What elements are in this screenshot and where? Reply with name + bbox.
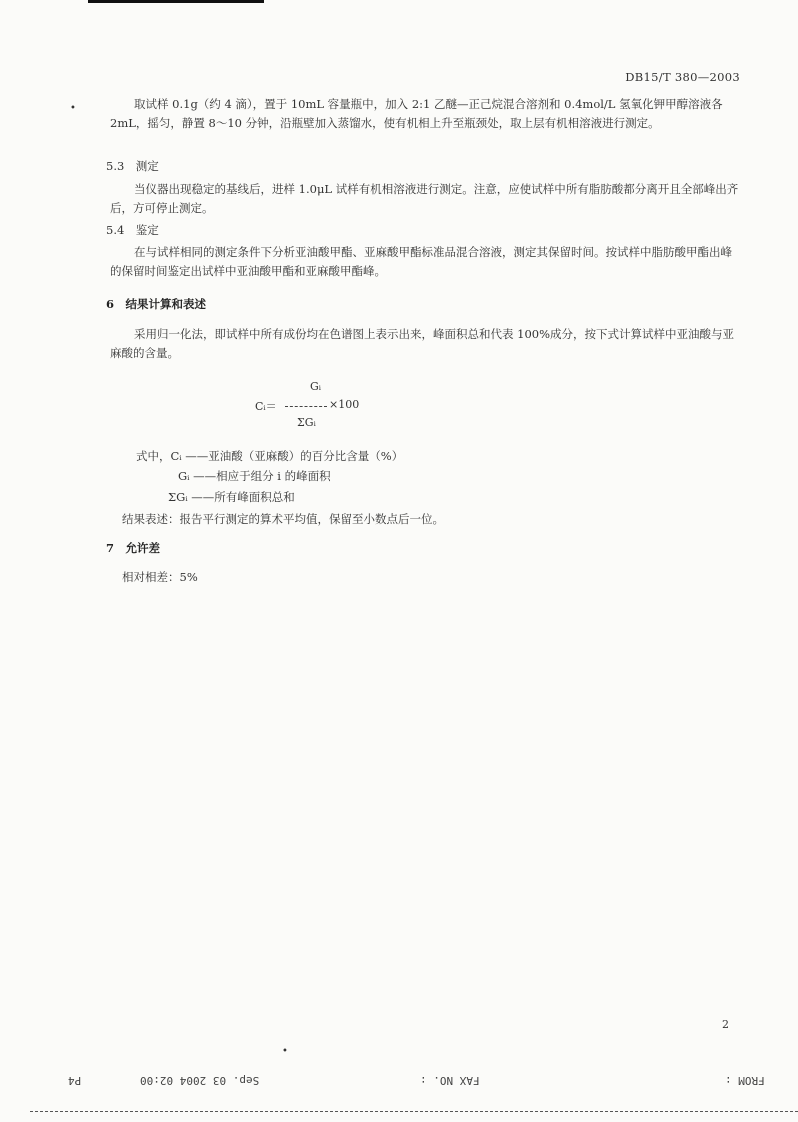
formula bbox=[255, 380, 375, 430]
section-5-4-paragraph: 在与试样相同的测定条件下分析亚油酸甲酯、亚麻酸甲酯标准品混合溶液，测定其保留时间。按试样中脂肪酸甲酯出峰的保留时间鉴定出试样中亚油酸甲酯和亚麻酸甲酯峰。 bbox=[110, 245, 732, 278]
fax-date: Sep. 03 2004 02:00 bbox=[140, 1074, 260, 1087]
result-statement: 结果表述：报告平行测定的算术平均值，保留至小数点后一位。 bbox=[122, 512, 444, 526]
fax-number: FAX NO. : bbox=[420, 1074, 480, 1087]
definition-ci: 式中，Cᵢ ——亚油酸（亚麻酸）的百分比含量（%） bbox=[136, 449, 404, 463]
fax-page: P4 bbox=[68, 1074, 82, 1087]
section-5-3-heading: 5.3 测定 bbox=[106, 159, 159, 173]
page-number: 2 bbox=[722, 1018, 729, 1031]
formula-lhs: Cᵢ＝ bbox=[255, 400, 277, 413]
section-7-paragraph: 相对相差：5% bbox=[122, 570, 198, 584]
fraction-bar bbox=[285, 406, 327, 407]
section-5-3-paragraph: 当仪器出现稳定的基线后，进样 1.0μL 试样有机相溶液进行测定。注意，应使试样中所有脂肪酸都分离开且全部峰出齐后，方可停止测定。 bbox=[110, 182, 739, 215]
section-5-2-paragraph: 取试样 0.1g（约 4 滴），置于 10mL 容量瓶中，加入 2:1 乙醚—正己烷混合溶剂和 0.4mol/L 氢氧化钾甲醇溶液各 2mL，摇匀，静置 8～10 分钟，沿瓶壁加入蒸馏水，使有机相上升至瓶颈处，取上层有机相溶液进行测定。 bbox=[110, 97, 723, 130]
definition-sum-gi: ΣGᵢ ——所有峰面积总和 bbox=[168, 490, 295, 504]
fax-from: FROM : bbox=[725, 1074, 765, 1087]
scan-dot: • bbox=[282, 1046, 288, 1057]
standard-number: DB15/T 380—2003 bbox=[625, 70, 740, 84]
section-7-heading: 7 允许差 bbox=[106, 541, 161, 555]
section-6-heading: 6 结果计算和表述 bbox=[106, 297, 207, 311]
section-6-paragraph: 采用归一化法，即试样中所有成份均在色谱图上表示出来，峰面积总和代表 100%成分，按下式计算试样中亚油酸与亚麻酸的含量。 bbox=[110, 327, 735, 360]
formula-numerator: Gᵢ bbox=[310, 380, 321, 393]
scan-top-bar bbox=[88, 0, 264, 3]
scan-dot: • bbox=[70, 103, 76, 114]
tear-line bbox=[30, 1111, 798, 1112]
definition-gi: Gᵢ ——相应于组分 i 的峰面积 bbox=[178, 469, 331, 483]
formula-multiplier: ×100 bbox=[329, 398, 360, 411]
formula-denominator: ΣGᵢ bbox=[297, 416, 316, 429]
section-5-4-heading: 5.4 鉴定 bbox=[106, 223, 159, 237]
